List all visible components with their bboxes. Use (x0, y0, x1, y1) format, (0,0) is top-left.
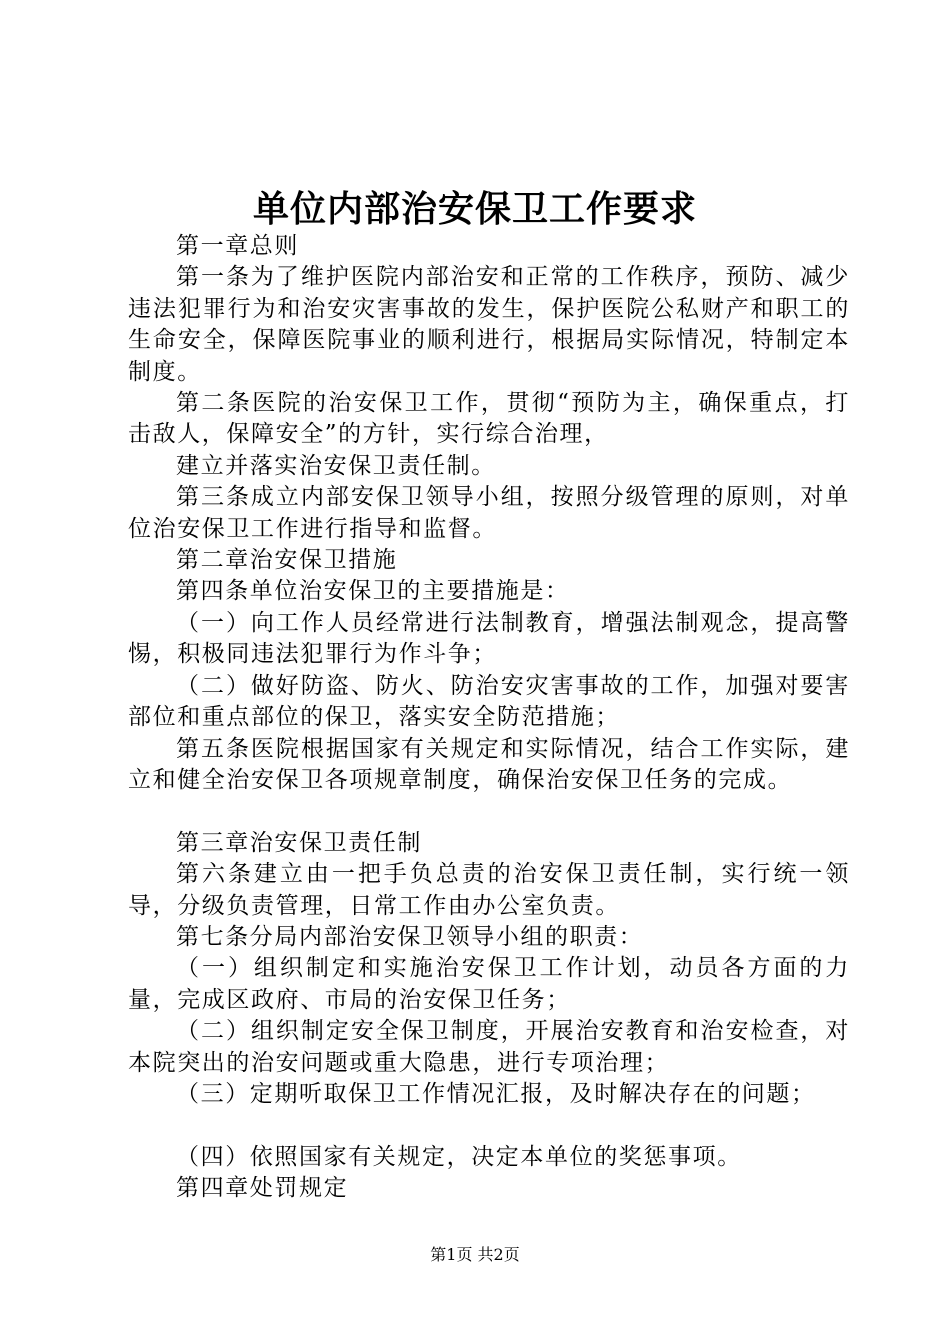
article-paragraph: 第五条医院根据国家有关规定和实际情况，结合工作实际，建立和健全治安保卫各项规章制度，确保治安保卫任务的完成。 (128, 735, 850, 793)
document-title: 单位内部治安保卫工作要求 (252, 188, 697, 230)
chapter-heading: 第一章总则 (176, 233, 299, 259)
article-paragraph: 第六条建立由一把手负总责的治安保卫责任制，实行统一领导，分级负责管理，日常工作由办公室负责。 (128, 861, 850, 919)
chapter-heading: 第三章治安保卫责任制 (176, 829, 422, 856)
article-paragraph: 建立并落实治安保卫责任制。 (176, 452, 496, 479)
list-item: （一）向工作人员经常进行法制教育，增强法制观念，提高警惕，积极同违法犯罪行为作斗争； (128, 609, 850, 668)
article-paragraph: 第二条医院的治安保卫工作，贯彻“预防为主，确保重点，打击敌人，保障安全”的方针，实行综合治理， (128, 390, 850, 448)
list-item: （二）组织制定安全保卫制度，开展治安教育和治安检查，对本院突出的治安问题或重大隐患，进行专项治理； (128, 1018, 850, 1076)
list-item: （四）依照国家有关规定，决定本单位的奖惩事项。 (176, 1143, 742, 1170)
page-indicator: 第1页 共2页 (430, 1245, 520, 1264)
article-paragraph: 第一条为了维护医院内部治安和正常的工作秩序，预防、减少违法犯罪行为和治安灾害事故的发生，保护医院公私财产和职工的生命安全，保障医院事业的顺利进行，根据局实际情况，特制定本制度。 (128, 264, 850, 385)
paragraph-spacer (128, 1110, 850, 1141)
list-item: （三）定期听取保卫工作情况汇报，及时解决存在的问题； (176, 1080, 816, 1107)
document-body (128, 231, 850, 1205)
article-paragraph: 第四条单位治安保卫的主要措施是： (176, 578, 570, 605)
article-paragraph: 第七条分局内部治安保卫领导小组的职责： (176, 923, 644, 950)
list-item: （一）组织制定和实施治安保卫工作计划，动员各方面的力量，完成区政府、市局的治安保卫任务； (128, 955, 850, 1013)
article-paragraph: 第三条成立内部安保卫领导小组，按照分级管理的原则，对单位治安保卫工作进行指导和监督。 (128, 484, 850, 542)
list-item: （二）做好防盗、防火、防治安灾害事故的工作，加强对要害部位和重点部位的保卫，落实安全防范措施； (128, 672, 850, 731)
chapter-heading: 第二章治安保卫措施 (176, 547, 398, 574)
paragraph-spacer (128, 796, 850, 827)
chapter-heading: 第四章处罚规定 (176, 1175, 349, 1202)
